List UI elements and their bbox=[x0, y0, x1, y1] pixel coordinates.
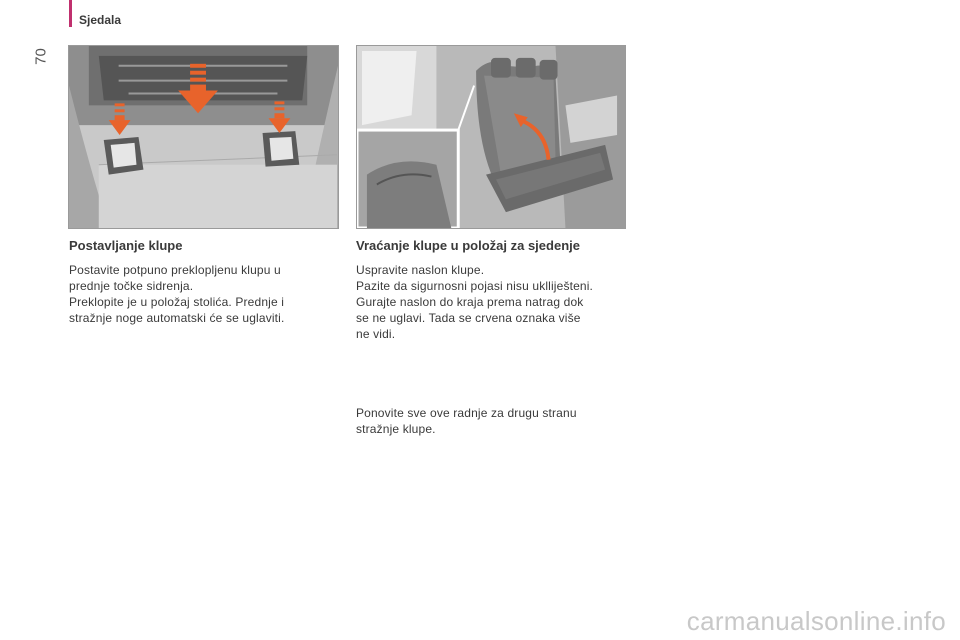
text-line: Postavite potpuno preklopljenu klupu u bbox=[69, 263, 281, 277]
section-accent-bar bbox=[69, 0, 72, 27]
text-line: stražnje klupe. bbox=[356, 422, 436, 436]
text-line: Uspravite naslon klupe. bbox=[356, 263, 485, 277]
page-number: 70 bbox=[32, 48, 50, 65]
text-line: se ne uglavi. Tada se crvena oznaka više bbox=[356, 311, 581, 325]
right-heading: Vraćanje klupe u položaj za sjedenje bbox=[356, 238, 580, 253]
text-line: Ponovite sve ove radnje za drugu stranu bbox=[356, 406, 577, 420]
right-body-text-2 bbox=[356, 405, 626, 437]
text-line: Preklopite je u položaj stolića. Prednje i bbox=[69, 295, 285, 309]
right-body-text bbox=[356, 262, 626, 342]
text-line: stražnje noge automatski će se uglaviti. bbox=[69, 311, 285, 325]
bench-anchoring-illustration bbox=[68, 45, 339, 229]
left-body-text bbox=[69, 262, 319, 326]
section-title: Sjedala bbox=[79, 13, 122, 27]
text-line: Pazite da sigurnosni pojasi nisu uklliješteni. bbox=[356, 279, 594, 293]
text-line: prednje točke sidrenja. bbox=[69, 279, 194, 293]
text-line: ne vidi. bbox=[356, 327, 396, 341]
page-number-container bbox=[30, 42, 52, 72]
bench-upright-illustration bbox=[356, 45, 626, 229]
text-line: Gurajte naslon do kraja prema natrag dok bbox=[356, 295, 584, 309]
left-heading: Postavljanje klupe bbox=[69, 238, 183, 253]
watermark: carmanualsonline.info bbox=[686, 606, 946, 636]
